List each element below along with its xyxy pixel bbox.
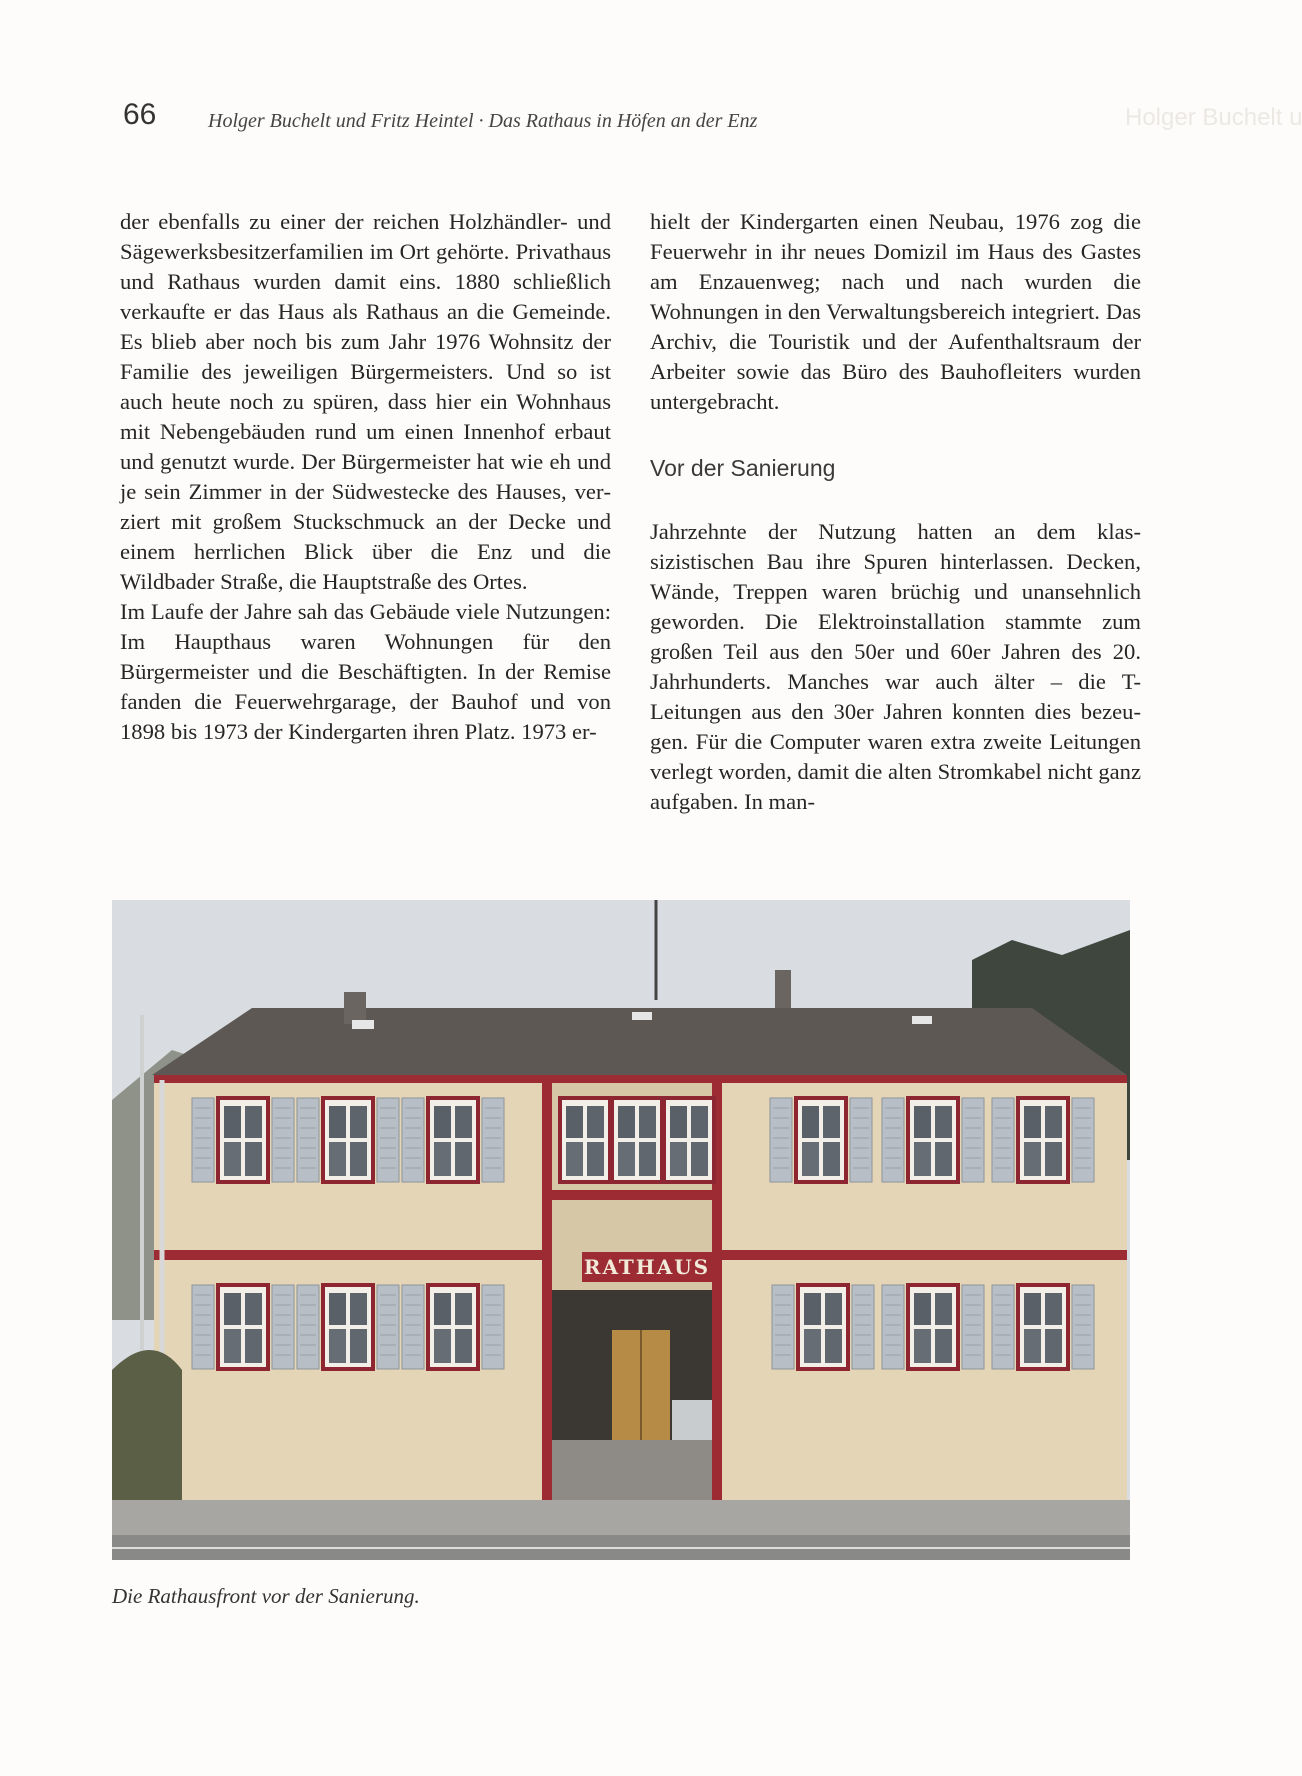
paragraph: der ebenfalls zu einer der reichen Holzhändler- und Sägewerksbesitzerfamilien im Ort gehörte. Privathaus und Rathaus wurden damit eins. 1880 schließlich verkaufte er das Haus als Rathaus an die Gemeinde. Es blieb aber noch bis zum Jahr 1976 Wohnsitz der Familie des jeweiligen Bürgermeisters. Und so ist auch heute noch zu spüren, dass hier ein Wohnhaus mit Nebengebäuden rund um einen Innenhof erbaut und genutzt wurde. Der Bürgermeister hat wie eh und je sein Zimmer in der Südwestecke des Hauses, verziert mit großem Stuckschmuck an der Decke und einem herrlichen Blick über die Enz und die Wildbader Straße, die Hauptstraße des Ortes. <box>120 209 611 594</box>
paragraph: hielt der Kindergarten einen Neubau, 1976 zog die Feuerwehr in ihr neues Domizil im Haus des Gastes am Enzauenweg; nach und nach wurden die Wohnungen in den Verwaltungsbereich integriert. Das Archiv, die Touristik und der Aufenthaltsraum der Arbeiter sowie das Büro des Bauhofleiters wurden untergebracht. <box>650 209 1141 414</box>
paragraph: Im Laufe der Jahre sah das Gebäude viele Nutzungen: Im Haupthaus waren Wohnungen für den Bürgermeister und die Beschäftigten. In der Remise fanden die Feuerwehrgarage, der Bauhof und von 1898 bis 1973 der Kindergarten ihren Platz. 1973 er- <box>120 599 611 744</box>
paragraph: Jahrzehnte der Nutzung hatten an dem klassizistischen Bau ihre Spuren hinterlassen. Decken, Wände, Treppen waren brüchig und unansehnlich geworden. Die Elektroinstallation stammte zum großen Teil aus den 50er und 60er Jahren des 20. Jahrhunderts. Manches war auch älter – die T-Leitungen aus den 30er Jahren konnten dies bezeugen. Für die Computer waren extra zweite Leitungen verlegt worden, damit die alten Stromkabel nicht ganz aufgaben. In man- <box>650 519 1141 814</box>
page-number: 66 <box>123 98 157 131</box>
roof-window <box>352 1020 374 1029</box>
right-column <box>650 207 1141 817</box>
chimney <box>344 992 366 1024</box>
running-title: Holger Buchelt und Fritz Heintel · Das Rathaus in Höfen an der Enz <box>208 110 758 132</box>
rathaus-sign: RATHAUS <box>583 1255 711 1279</box>
town-hall-photo <box>112 900 1130 1560</box>
bleed-through-title: Holger Buchelt u <box>1125 104 1302 131</box>
figure-caption: Die Rathausfront vor der Sanierung. <box>112 1584 420 1608</box>
hedge <box>112 1350 182 1500</box>
roof-window <box>632 1012 652 1020</box>
string-course <box>154 1075 1127 1083</box>
projection-frame <box>542 1190 722 1200</box>
roof-window <box>912 1016 932 1024</box>
pavement <box>112 1500 1130 1535</box>
parked-car <box>672 1400 712 1440</box>
chimney <box>775 970 791 1008</box>
projection-frame <box>542 1083 552 1530</box>
left-column <box>120 207 611 747</box>
section-heading: Vor der Sanierung <box>650 455 836 481</box>
